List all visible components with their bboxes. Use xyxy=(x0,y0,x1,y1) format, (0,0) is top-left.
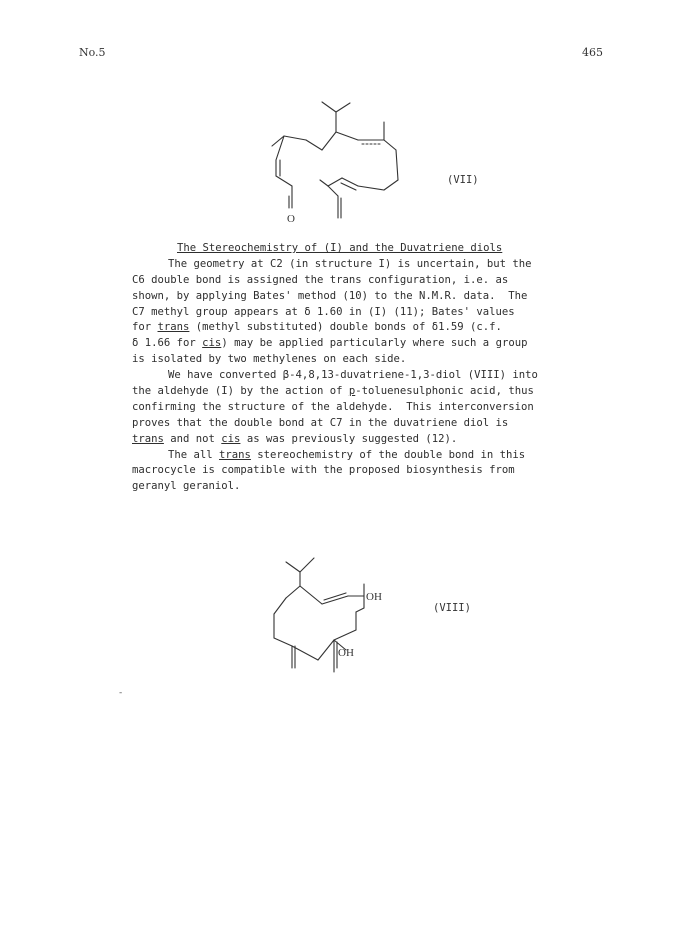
text-run: -toluenesulphonic acid, thus xyxy=(355,385,534,398)
text-run: ) may be applied particularly where such a group xyxy=(221,337,528,350)
text-run: the aldehyde (I) by the action of xyxy=(132,385,349,398)
paragraph-2-line: proves that the double bond at C7 in the duvatriene diol is xyxy=(132,416,509,429)
paragraph-1-line xyxy=(132,320,572,336)
page-number: 465 xyxy=(582,46,603,59)
emphasis-cis: cis xyxy=(202,337,222,350)
text-run: δ 1.66 for xyxy=(132,337,203,350)
structure-vii-diagram xyxy=(250,100,420,230)
text-run: The all xyxy=(168,448,220,461)
emphasis-para: p xyxy=(348,385,356,398)
paragraph-1-line: is isolated by two methylenes on each side. xyxy=(132,353,407,366)
aldehyde-oxygen-label: O xyxy=(287,213,295,225)
structure-viii-diagram xyxy=(262,556,392,676)
stray-mark: - xyxy=(119,688,123,698)
paragraph-3-line: macrocycle is compatible with the proposed biosynthesis from xyxy=(132,464,515,477)
paragraph-3-line xyxy=(132,448,572,464)
section-heading: The Stereochemistry of (I) and the Duvatriene diols xyxy=(177,242,503,254)
paragraph-1-line: C6 double bond is assigned the trans configuration, i.e. as xyxy=(132,273,509,286)
emphasis-cis: cis xyxy=(221,432,241,445)
emphasis-trans: trans xyxy=(157,321,190,334)
paragraph-2-line xyxy=(132,432,572,448)
emphasis-trans: trans xyxy=(132,432,164,445)
structure-viii-label: (VIII) xyxy=(433,602,471,614)
text-run: stereochemistry of the double bond in this xyxy=(250,448,526,461)
structure-vii-label: (VII) xyxy=(447,174,479,186)
emphasis-trans: trans xyxy=(219,448,251,461)
paragraph-2-line: confirming the structure of the aldehyde. This interconversion xyxy=(132,400,534,413)
text-run: for xyxy=(132,321,158,334)
paragraph-3-line: geranyl geraniol. xyxy=(132,480,241,493)
paragraph-1-line: The geometry at C2 (in structure I) is uncertain, but the xyxy=(168,257,532,270)
paragraph-1-line xyxy=(132,336,572,352)
text-run: as was previously suggested (12). xyxy=(240,432,458,445)
article-body xyxy=(132,241,572,495)
paragraph-2-line xyxy=(132,384,572,400)
paragraph-1-line: shown, by applying Bates' method (10) to the N.M.R. data. The xyxy=(132,289,528,302)
hydroxyl-top-label: OH xyxy=(366,591,382,603)
paragraph-1-line: C7 methyl group appears at δ 1.60 in (I) (11); Bates' values xyxy=(132,305,515,318)
journal-issue: No.5 xyxy=(79,46,106,59)
hydroxyl-bottom-label: OH xyxy=(338,647,354,659)
text-run: and not xyxy=(163,432,222,445)
paragraph-2-line: We have converted β-4,8,13-duvatriene-1,3-diol (VIII) into xyxy=(168,369,538,382)
text-run: (methyl substituted) double bonds of δ1.59 (c.f. xyxy=(189,321,502,334)
